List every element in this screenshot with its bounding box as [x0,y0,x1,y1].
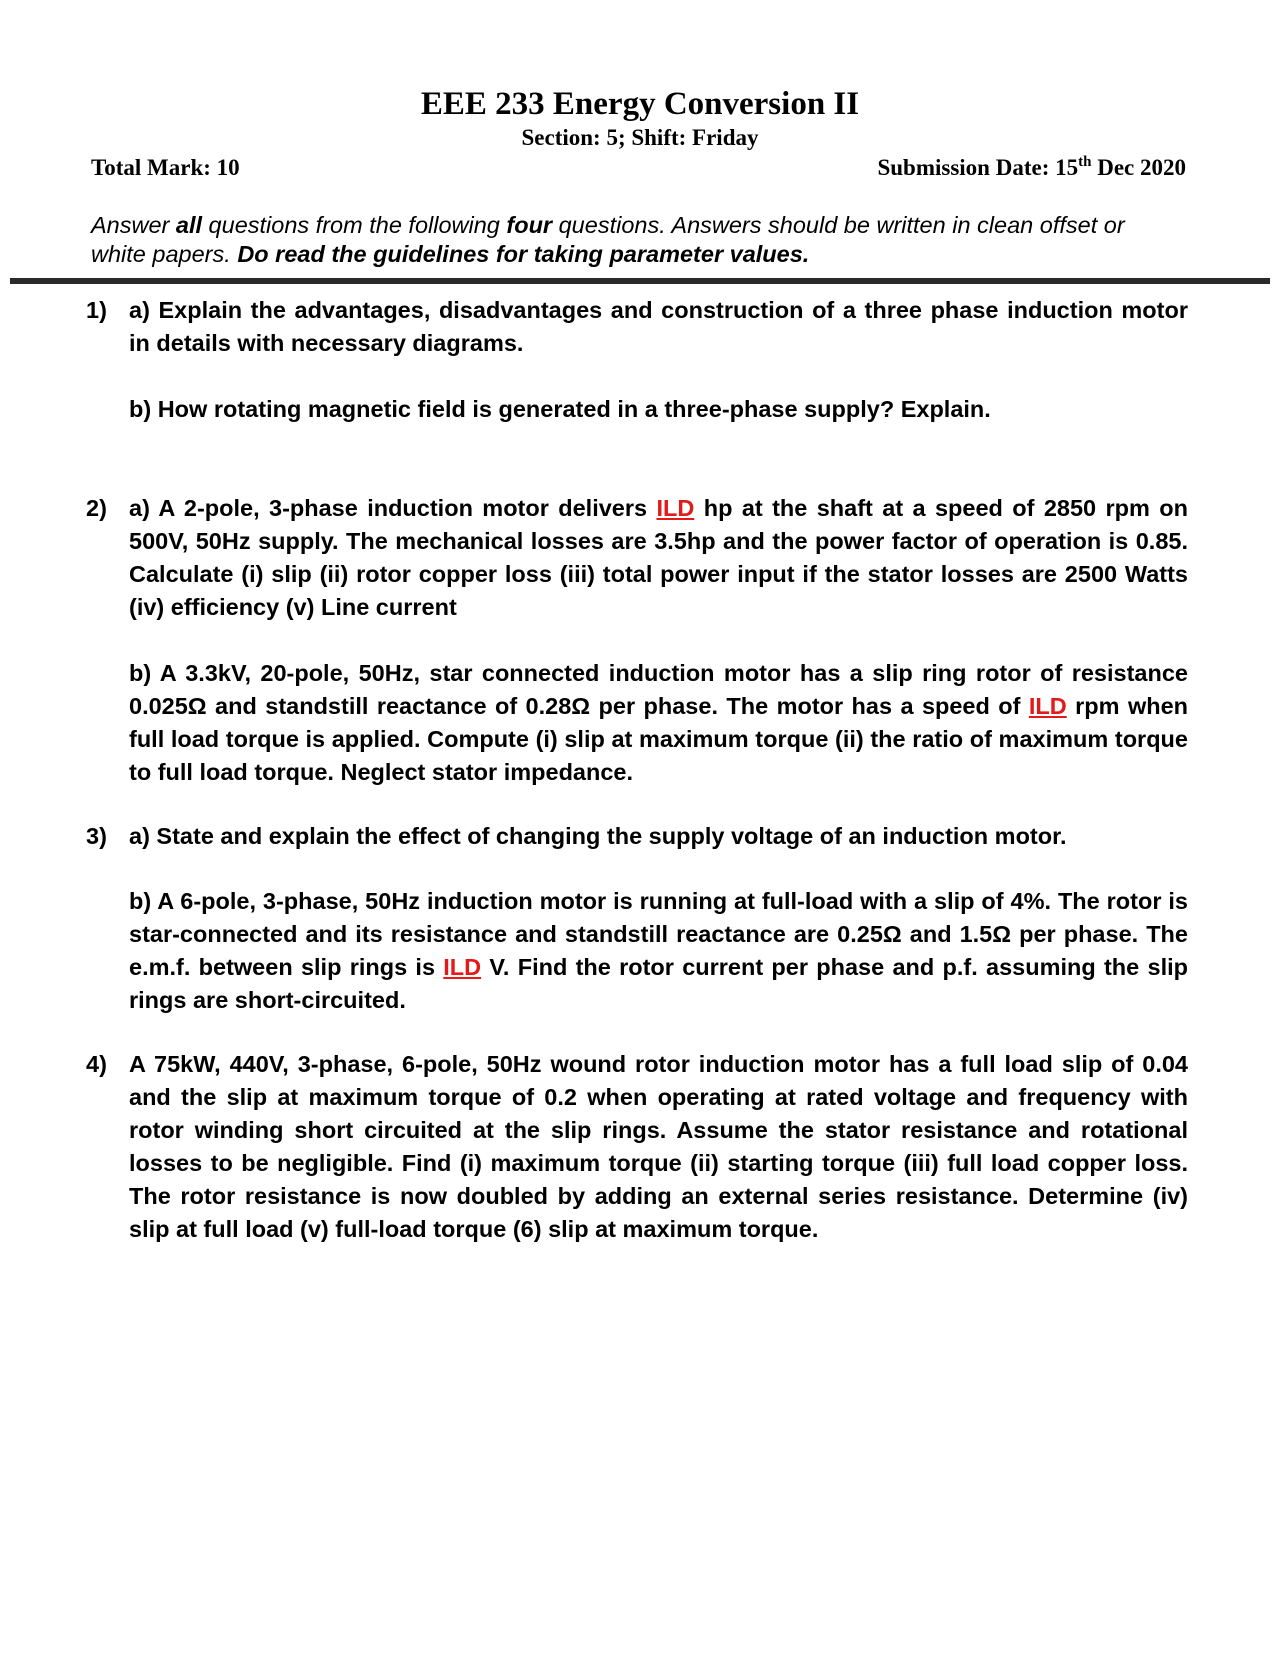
instructions-bold-four: four [506,212,553,238]
question-text: b) How rotating magnetic field is generated in a three-phase supply? Explain. [129,396,991,422]
submission-date [877,154,1186,182]
question-text-segment: b) A 3.3kV, 20-pole, 50Hz, star connected induction motor has a slip ring rotor of resistance 0.025Ω and standstill reactance of 0.28Ω per phase. The motor has a speed of [129,660,1188,719]
ild-placeholder: ILD [443,954,482,980]
course-title: EEE 233 Energy Conversion II [420,86,860,122]
instructions [91,211,1186,269]
header-divider [10,278,1270,284]
question-3-part-b [86,885,1188,1017]
question-text: A 75kW, 440V, 3-phase, 6-pole, 50Hz wound rotor induction motor has a full load slip of 0.04 and the slip at maximum torque of 0.2 when operating at rated voltage and frequency with rotor winding short circuited at the slip rings. Assume the stator resistance and rotational losses to be negligible. Find (i) maximum torque (ii) starting torque (iii) full load copper loss. The rotor resistance is now doubled by adding an external series resistance. Determine (iv) slip at full load (v) full-load torque (6) slip at maximum torque. [129,1051,1188,1242]
instructions-bold-all: all [175,212,203,238]
question-1-part-a [86,294,1188,360]
question-text-segment: a) A 2-pole, 3-phase induction motor delivers [129,495,657,521]
question-number: 4) [86,1051,107,1077]
instructions-text-2: questions from the following [202,212,507,238]
submission-date-suffix: Dec 2020 [1091,155,1186,180]
question-text: a) State and explain the effect of changing the supply voltage of an induction motor. [129,823,1067,849]
submission-date-ordinal: th [1078,154,1092,170]
question-text [129,885,1188,1017]
ild-placeholder: ILD [656,495,695,521]
question-number: 3) [86,823,107,849]
instructions-text-1: Answer [91,212,176,238]
question-number: 2) [86,495,107,521]
question-1-part-b [86,393,1188,426]
question-text-segment: b) A 6-pole, 3-phase, 50Hz induction motor is running at full-load with a slip of 4%. The rotor is star-connected and its resistance and standstill reactance are 0.25Ω and 1.5Ω per phase. The e.m.f. between slip rings is [129,888,1188,980]
question-4 [86,1048,1188,1246]
question-text-segment: rpm when full load torque is applied. Compute (i) slip at maximum torque (ii) the ratio of maximum torque to full load torque. Neglect stator impedance. [129,693,1189,785]
question-text: a) Explain the advantages, disadvantages and construction of a three phase induction motor in details with necessary diagrams. [129,297,1188,356]
question-text [129,657,1188,789]
instructions-bold-guidelines: Do read the guidelines for taking parameter values. [237,241,810,267]
submission-date-prefix: Submission Date: 15 [877,155,1079,180]
question-3-part-a [86,820,1188,853]
question-text-segment: V. Find the rotor current per phase and p.f. assuming the slip rings are short-circuited. [129,954,1188,1013]
ild-placeholder: ILD [1028,693,1067,719]
question-number: 1) [86,297,107,323]
section-shift-line: Section: 5; Shift: Friday [521,125,759,150]
question-text-segment: hp at the shaft at a speed of 2850 rpm on 500V, 50Hz supply. The mechanical losses are 3.5hp and the power factor of operation is 0.85. Calculate (i) slip (ii) rotor copper loss (iii) total power input if the stator losses are 2500 Watts (iv) efficiency (v) Line current [129,495,1188,620]
question-text [129,492,1188,624]
total-mark: Total Mark: 10 [91,155,240,180]
question-2-part-b [86,657,1188,789]
question-2-part-a [86,492,1188,624]
instructions-text-3: questions. Answers should be written in clean offset or white papers. [91,212,1125,267]
